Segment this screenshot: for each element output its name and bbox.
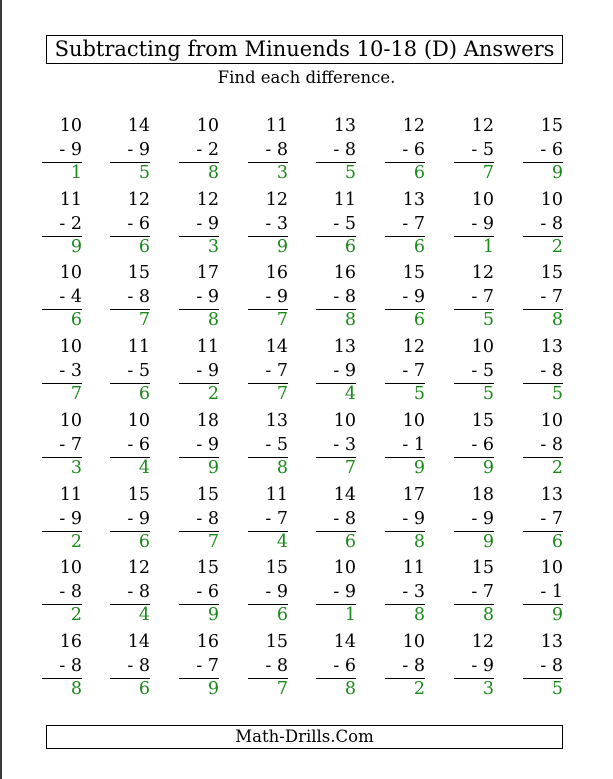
answer: 6 <box>344 531 356 552</box>
subtrahend: - 8 <box>59 582 82 603</box>
answer: 6 <box>413 310 425 331</box>
minuend: 10 <box>333 410 356 431</box>
answer: 4 <box>276 531 288 552</box>
minuend: 11 <box>265 484 288 505</box>
minuend: 14 <box>127 631 150 652</box>
subtrahend: - 5 <box>333 213 356 234</box>
problem-item <box>373 337 425 407</box>
subtrahend: - 8 <box>196 508 219 529</box>
problem-item <box>236 411 288 481</box>
answer: 7 <box>138 310 150 331</box>
subtrahend: - 9 <box>333 582 356 603</box>
minuend: 14 <box>333 484 356 505</box>
subtrahend: - 5 <box>471 361 494 382</box>
subtrahend: - 9 <box>196 213 219 234</box>
subtrahend: - 7 <box>265 361 288 382</box>
subtrahend: - 3 <box>333 434 356 455</box>
minuend: 10 <box>59 263 82 284</box>
problem-item <box>304 263 356 333</box>
subtrahend: - 9 <box>265 582 288 603</box>
subtrahend: - 7 <box>471 287 494 308</box>
minuend: 10 <box>59 337 82 358</box>
answer: 8 <box>70 678 82 699</box>
subtrahend: - 9 <box>127 140 150 160</box>
subtrahend: - 8 <box>265 655 288 676</box>
answer: 3 <box>207 236 219 257</box>
problem-item <box>304 558 356 628</box>
answer: 5 <box>482 384 494 405</box>
answer: 9 <box>207 678 219 699</box>
minuend: 12 <box>471 631 494 652</box>
problem-item <box>236 558 288 628</box>
problem-item <box>98 116 150 186</box>
problem-item <box>511 263 563 333</box>
minuend: 14 <box>333 631 356 652</box>
answer: 3 <box>276 163 288 183</box>
answer: 6 <box>70 310 82 331</box>
problem-item <box>30 632 82 702</box>
minuend: 15 <box>265 631 288 652</box>
answer: 7 <box>207 531 219 552</box>
answer: 9 <box>276 236 288 257</box>
subtrahend: - 8 <box>540 361 563 382</box>
minuend: 10 <box>59 558 82 579</box>
minuend: 11 <box>127 337 150 358</box>
problem-item <box>98 190 150 260</box>
answer: 9 <box>482 531 494 552</box>
problem-item <box>30 558 82 628</box>
minuend: 11 <box>59 484 82 505</box>
subtrahend: - 7 <box>265 508 288 529</box>
subtrahend: - 9 <box>402 287 425 308</box>
answer: 1 <box>482 236 494 257</box>
answer: 2 <box>70 531 82 552</box>
minuend: 15 <box>402 263 425 284</box>
subtrahend: - 8 <box>59 655 82 676</box>
minuend: 12 <box>265 189 288 210</box>
minuend: 15 <box>540 116 563 136</box>
problem-item <box>442 337 494 407</box>
problem-item <box>304 116 356 186</box>
subtrahend: - 5 <box>265 434 288 455</box>
answer: 8 <box>207 310 219 331</box>
answer: 8 <box>276 457 288 478</box>
minuend: 10 <box>333 558 356 579</box>
minuend: 15 <box>196 484 219 505</box>
problem-item <box>304 632 356 702</box>
minuend: 10 <box>127 410 150 431</box>
answer: 5 <box>551 678 563 699</box>
problem-item <box>98 558 150 628</box>
answer: 8 <box>344 310 356 331</box>
answer: 7 <box>276 678 288 699</box>
problem-item <box>511 337 563 407</box>
answer: 2 <box>413 678 425 699</box>
minuend: 15 <box>127 263 150 284</box>
subtrahend: - 9 <box>471 213 494 234</box>
minuend: 11 <box>333 189 356 210</box>
problem-item <box>373 190 425 260</box>
problem-item <box>236 337 288 407</box>
minuend: 11 <box>196 337 219 358</box>
minuend: 12 <box>471 116 494 136</box>
minuend: 11 <box>59 189 82 210</box>
subtrahend: - 8 <box>540 434 563 455</box>
subtrahend: - 8 <box>540 655 563 676</box>
minuend: 14 <box>265 337 288 358</box>
answer: 4 <box>138 605 150 626</box>
subtrahend: - 9 <box>196 434 219 455</box>
problem-item <box>236 485 288 555</box>
problem-item <box>373 263 425 333</box>
problem-item <box>511 411 563 481</box>
minuend: 18 <box>196 410 219 431</box>
minuend: 13 <box>540 484 563 505</box>
problem-item <box>373 558 425 628</box>
answer: 6 <box>138 678 150 699</box>
subtrahend: - 5 <box>471 140 494 160</box>
problem-item <box>236 190 288 260</box>
minuend: 15 <box>471 410 494 431</box>
problem-item <box>304 411 356 481</box>
answer: 7 <box>70 384 82 405</box>
problem-item <box>30 485 82 555</box>
minuend: 10 <box>540 558 563 579</box>
answer: 1 <box>70 163 82 183</box>
answer: 6 <box>138 236 150 257</box>
subtrahend: - 9 <box>59 508 82 529</box>
problem-item <box>30 337 82 407</box>
subtrahend: - 8 <box>333 287 356 308</box>
problem-item <box>304 485 356 555</box>
answer: 4 <box>344 384 356 405</box>
problem-item <box>98 411 150 481</box>
minuend: 10 <box>59 116 82 136</box>
minuend: 16 <box>333 263 356 284</box>
answer: 6 <box>344 236 356 257</box>
minuend: 10 <box>59 410 82 431</box>
problem-item <box>236 632 288 702</box>
worksheet-title-text: Subtracting from Minuends 10-18 (D) Answers <box>54 37 555 61</box>
problem-item <box>511 116 563 186</box>
minuend: 15 <box>471 558 494 579</box>
subtrahend: - 7 <box>196 655 219 676</box>
problem-item <box>167 411 219 481</box>
answer: 5 <box>138 163 150 183</box>
minuend: 15 <box>196 558 219 579</box>
subtrahend: - 7 <box>540 287 563 308</box>
minuend: 10 <box>402 631 425 652</box>
problem-item <box>442 558 494 628</box>
subtrahend: - 1 <box>540 582 563 603</box>
subtrahend: - 7 <box>540 508 563 529</box>
minuend: 10 <box>402 410 425 431</box>
subtrahend: - 6 <box>127 213 150 234</box>
subtrahend: - 6 <box>127 434 150 455</box>
answer: 3 <box>70 457 82 478</box>
answer: 6 <box>138 531 150 552</box>
minuend: 16 <box>59 631 82 652</box>
subtrahend: - 9 <box>471 655 494 676</box>
subtrahend: - 8 <box>127 655 150 676</box>
answer: 1 <box>344 605 356 626</box>
problem-item <box>304 190 356 260</box>
problem-item <box>167 190 219 260</box>
subtrahend: - 8 <box>127 582 150 603</box>
problem-item <box>373 116 425 186</box>
answer: 9 <box>207 457 219 478</box>
answer: 2 <box>207 384 219 405</box>
subtrahend: - 3 <box>265 213 288 234</box>
problem-item <box>373 632 425 702</box>
answer: 9 <box>551 605 563 626</box>
problem-item <box>30 116 82 186</box>
subtrahend: - 9 <box>196 287 219 308</box>
problem-item <box>167 485 219 555</box>
problem-item <box>442 485 494 555</box>
problem-item <box>442 632 494 702</box>
answer: 4 <box>138 457 150 478</box>
answer: 8 <box>482 605 494 626</box>
minuend: 17 <box>196 263 219 284</box>
answer: 9 <box>207 605 219 626</box>
minuend: 12 <box>402 116 425 136</box>
problem-item <box>167 337 219 407</box>
answer: 2 <box>70 605 82 626</box>
problem-item <box>30 263 82 333</box>
problem-item <box>511 485 563 555</box>
minuend: 15 <box>265 558 288 579</box>
subtrahend: - 9 <box>333 361 356 382</box>
problem-item <box>373 411 425 481</box>
answer: 6 <box>551 531 563 552</box>
subtrahend: - 9 <box>402 508 425 529</box>
minuend: 12 <box>471 263 494 284</box>
subtrahend: - 8 <box>265 140 288 160</box>
answer: 6 <box>413 236 425 257</box>
problem-item <box>442 116 494 186</box>
problem-item <box>98 263 150 333</box>
minuend: 15 <box>127 484 150 505</box>
problem-item <box>167 116 219 186</box>
minuend: 12 <box>402 337 425 358</box>
subtrahend: - 9 <box>127 508 150 529</box>
subtrahend: - 2 <box>59 213 82 234</box>
minuend: 16 <box>196 631 219 652</box>
answer: 6 <box>413 163 425 183</box>
subtrahend: - 4 <box>59 287 82 308</box>
answer: 7 <box>276 384 288 405</box>
footer-text: Math-Drills.Com <box>235 726 374 746</box>
subtrahend: - 7 <box>471 582 494 603</box>
subtrahend: - 7 <box>402 213 425 234</box>
minuend: 13 <box>402 189 425 210</box>
problem-item <box>304 337 356 407</box>
answer: 9 <box>551 163 563 183</box>
minuend: 16 <box>265 263 288 284</box>
answer: 2 <box>551 236 563 257</box>
subtrahend: - 8 <box>127 287 150 308</box>
subtrahend: - 1 <box>402 434 425 455</box>
problem-item <box>511 558 563 628</box>
minuend: 10 <box>540 189 563 210</box>
answer: 5 <box>551 384 563 405</box>
subtrahend: - 7 <box>59 434 82 455</box>
minuend: 13 <box>540 337 563 358</box>
subtrahend: - 3 <box>402 582 425 603</box>
subtrahend: - 6 <box>540 140 563 160</box>
subtrahend: - 2 <box>196 140 219 160</box>
problem-item <box>167 263 219 333</box>
problem-item <box>511 632 563 702</box>
subtrahend: - 8 <box>333 140 356 160</box>
answer: 6 <box>276 605 288 626</box>
answer: 5 <box>482 310 494 331</box>
minuend: 13 <box>540 631 563 652</box>
minuend: 10 <box>540 410 563 431</box>
minuend: 10 <box>471 337 494 358</box>
subtrahend: - 5 <box>127 361 150 382</box>
problem-item <box>442 263 494 333</box>
answer: 2 <box>551 457 563 478</box>
problem-item <box>442 411 494 481</box>
subtrahend: - 9 <box>196 361 219 382</box>
problem-item <box>167 558 219 628</box>
answer: 8 <box>344 678 356 699</box>
worksheet-instructions: Find each difference. <box>217 68 396 87</box>
subtrahend: - 3 <box>59 361 82 382</box>
answer: 9 <box>70 236 82 257</box>
minuend: 15 <box>540 263 563 284</box>
subtrahend: - 9 <box>265 287 288 308</box>
subtrahend: - 6 <box>333 655 356 676</box>
answer: 7 <box>344 457 356 478</box>
minuend: 10 <box>471 189 494 210</box>
minuend: 11 <box>402 558 425 579</box>
answer: 8 <box>413 605 425 626</box>
minuend: 18 <box>471 484 494 505</box>
subtrahend: - 9 <box>59 140 82 160</box>
subtrahend: - 6 <box>196 582 219 603</box>
answer: 6 <box>138 384 150 405</box>
minuend: 11 <box>265 116 288 136</box>
minuend: 12 <box>127 558 150 579</box>
minuend: 17 <box>402 484 425 505</box>
problem-item <box>442 190 494 260</box>
minuend: 13 <box>333 116 356 136</box>
minuend: 13 <box>333 337 356 358</box>
minuend: 12 <box>196 189 219 210</box>
problem-item <box>98 485 150 555</box>
minuend: 10 <box>196 116 219 136</box>
answer: 7 <box>482 163 494 183</box>
subtrahend: - 9 <box>471 508 494 529</box>
answer: 5 <box>344 163 356 183</box>
answer: 8 <box>551 310 563 331</box>
subtrahend: - 8 <box>540 213 563 234</box>
problem-item <box>511 190 563 260</box>
subtrahend: - 6 <box>402 140 425 160</box>
minuend: 12 <box>127 189 150 210</box>
answer: 9 <box>413 457 425 478</box>
answer: 9 <box>482 457 494 478</box>
problem-item <box>373 485 425 555</box>
worksheet-footer <box>46 725 563 749</box>
problem-item <box>236 263 288 333</box>
problem-item <box>167 632 219 702</box>
answer: 5 <box>413 384 425 405</box>
answer: 7 <box>276 310 288 331</box>
answer: 8 <box>413 531 425 552</box>
minuend: 14 <box>127 116 150 136</box>
answer: 3 <box>482 678 494 699</box>
problem-item <box>30 411 82 481</box>
answer: 8 <box>207 163 219 183</box>
problem-item <box>30 190 82 260</box>
problem-item <box>98 337 150 407</box>
problem-item <box>98 632 150 702</box>
problem-item <box>236 116 288 186</box>
minuend: 13 <box>265 410 288 431</box>
subtrahend: - 7 <box>402 361 425 382</box>
subtrahend: - 8 <box>333 508 356 529</box>
subtrahend: - 6 <box>471 434 494 455</box>
subtrahend: - 8 <box>402 655 425 676</box>
